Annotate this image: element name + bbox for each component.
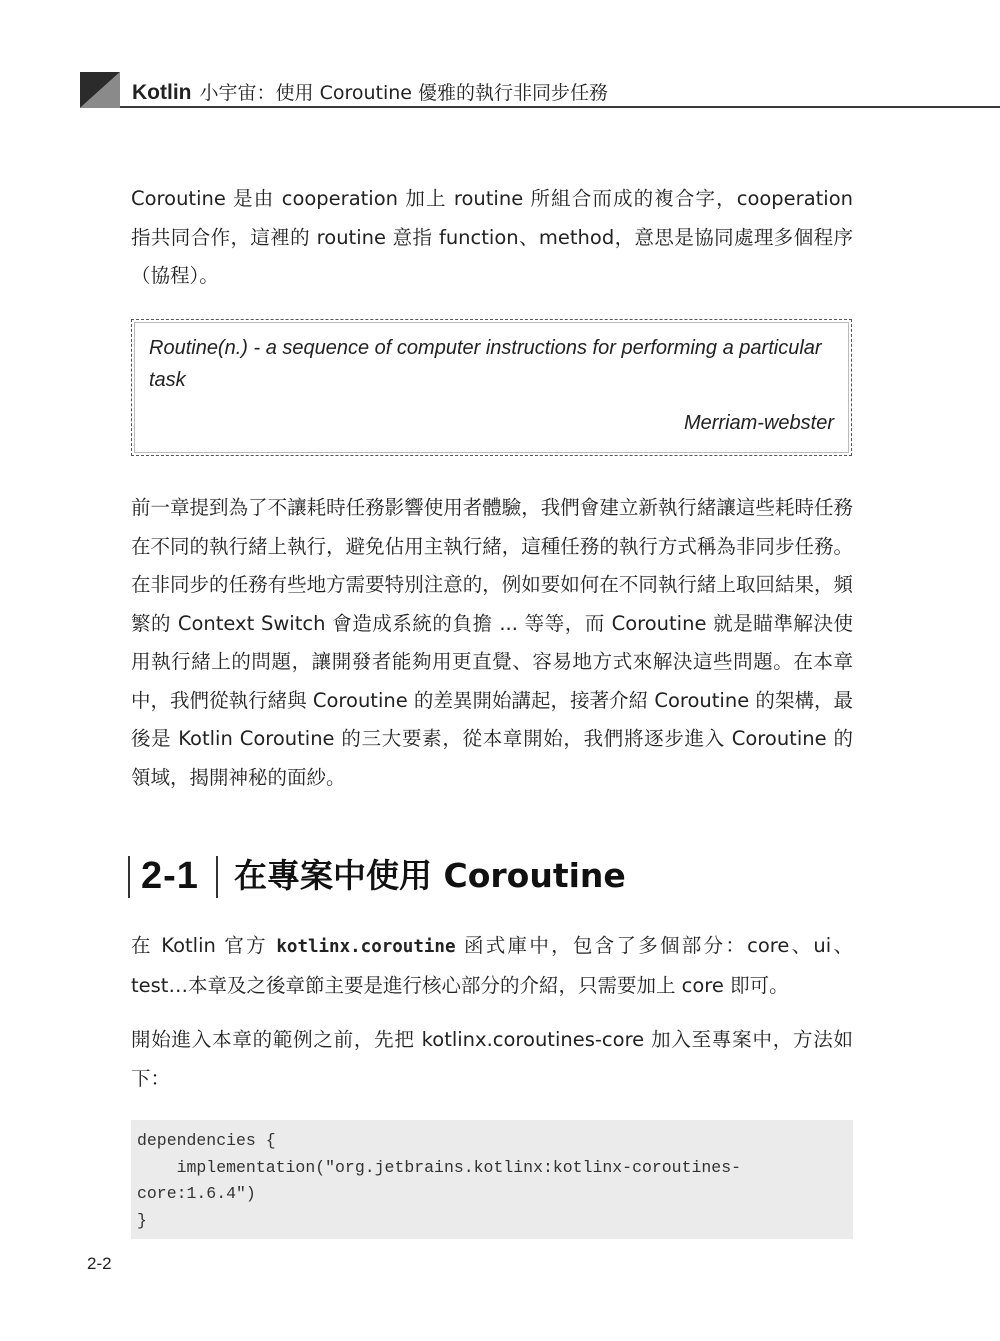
body-paragraph: 前一章提到為了不讓耗時任務影響使用者體驗，我們會建立新執行緒讓這些耗時任務在不同的執行緒上執行，避免佔用主執行緒，這種任務的執行方式稱為非同步任務。在非同步的任務有些地方需要特別注意的，例如要如何在不同執行緒上取回結果，頻繁的 Context Switch 會造成系統的負擔 ... 等等，而 Coroutine 就是瞄準解決使用執行緒上的問題，讓開發者能夠用更直覺、容易地方式來解決這些問題。在本章中，我們從執行緒與 Coroutine 的差異開始講起，接著介紹 Coroutine 的架構，最後是 Kotlin Coroutine 的三大要素，從本章開始，我們將逐步進入 Coroutine 的領域，揭開神秘的面紗。 (131, 496, 853, 789)
code-line: dependencies { (137, 1131, 276, 1150)
header-brand: Kotlin (132, 81, 192, 104)
intro-paragraph: Coroutine 是由 cooperation 加上 routine 所組合而成的複合字，cooperation 指共同合作，這裡的 routine 意指 function、method，意思是協同處理多個程序（協程）。 (131, 187, 853, 287)
section-paragraph-setup: 開始進入本章的範例之前，先把 kotlinx.coroutines-core 加入至專案中，方法如下： (131, 1028, 853, 1090)
section-title: 在專案中使用 Coroutine (234, 856, 626, 895)
code-line: implementation("org.jetbrains.kotlinx:kotlinx-coroutines- (137, 1157, 741, 1177)
section-paragraph-library (131, 927, 853, 1005)
page-number: 2-2 (87, 1254, 112, 1273)
quote-source: Merriam-webster (683, 412, 834, 434)
header-corner-logo-icon (80, 72, 120, 108)
running-header (132, 78, 608, 105)
definition-quote-box (131, 319, 852, 456)
code-line: core:1.6.4") (137, 1184, 256, 1203)
quote-text: Routine(n.) - a sequence of computer instructions for performing a particular task (149, 337, 822, 391)
section-number: 2-1 (141, 855, 199, 897)
section-bar-right (216, 856, 218, 898)
header-rule (120, 106, 1000, 108)
code-line: } (137, 1210, 147, 1230)
gradle-code-block (131, 1120, 853, 1239)
inline-code-kotlinx: kotlinx.coroutine (276, 937, 456, 957)
section-bar-left (128, 856, 130, 898)
header-book-title: 小宇宙：使用 Coroutine 優雅的執行非同步任務 (199, 82, 609, 104)
library-text-before: 在 Kotlin 官方 (131, 934, 277, 957)
library-text-after: 函式庫中，包含了多個部分：core、ui、test…本章及之後章節主要是進行核心部分的介紹，只需要加上 core 即可。 (131, 934, 853, 997)
